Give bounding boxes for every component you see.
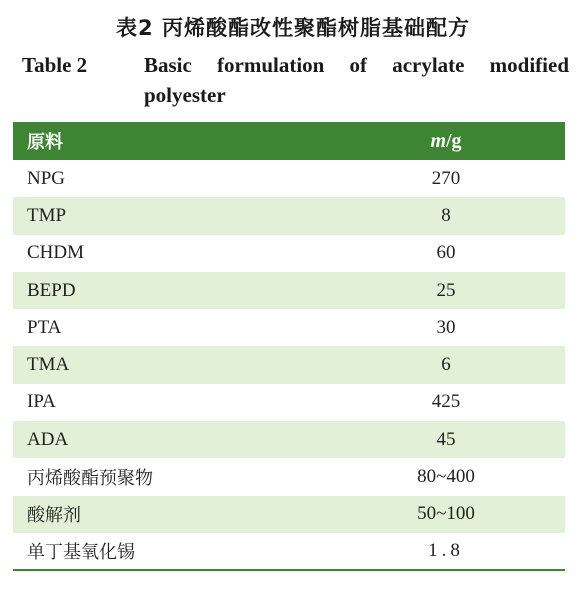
row-name: TMP xyxy=(27,204,67,226)
table-row xyxy=(13,197,565,234)
table-row xyxy=(13,346,565,383)
caption-en-line2: polyester xyxy=(144,83,226,107)
row-name: ADA xyxy=(27,428,69,450)
header-mass-var: m xyxy=(430,129,446,152)
caption-en-line1: Basic formulation of acrylate modified xyxy=(144,53,569,77)
table-row xyxy=(13,458,565,495)
row-mass: 50~100 xyxy=(417,503,475,525)
row-mass: 425 xyxy=(431,391,461,413)
row-name: 单丁基氧化锡 xyxy=(27,542,135,564)
header-name: 原料 xyxy=(27,132,63,153)
row-name: 酸解剂 xyxy=(27,505,81,527)
row-mass: 270 xyxy=(431,167,461,189)
row-name: BEPD xyxy=(27,279,76,301)
row-mass: 25 xyxy=(436,279,456,301)
formulation-table xyxy=(13,122,565,571)
table-row xyxy=(13,421,565,458)
row-name: 丙烯酸酯预聚物 xyxy=(27,468,153,490)
table-row xyxy=(13,235,565,272)
table-row xyxy=(13,384,565,421)
row-mass: 30 xyxy=(436,316,456,338)
row-name: CHDM xyxy=(27,242,85,264)
row-name: PTA xyxy=(27,316,62,338)
row-name: TMA xyxy=(27,354,70,376)
caption-en-label: Table 2 xyxy=(22,53,88,77)
table-row xyxy=(13,533,565,570)
row-mass: 80~400 xyxy=(417,466,475,488)
caption-en-text xyxy=(144,50,569,110)
header-mass xyxy=(327,122,565,160)
table-header-row xyxy=(13,122,565,160)
row-name: NPG xyxy=(27,167,66,189)
table-row xyxy=(13,496,565,533)
table-row xyxy=(13,160,565,197)
header-mass-unit: /g xyxy=(446,129,462,152)
row-mass: 60 xyxy=(436,242,456,264)
row-mass: 45 xyxy=(436,428,456,450)
row-mass: 8 xyxy=(441,204,451,226)
caption-zh: 表2 丙烯酸酯改性聚酯树脂基础配方 xyxy=(116,16,470,40)
row-name: IPA xyxy=(27,391,56,413)
row-mass: 1.8 xyxy=(428,540,464,562)
table-row xyxy=(13,272,565,309)
row-mass: 6 xyxy=(441,354,451,376)
table-row xyxy=(13,309,565,346)
